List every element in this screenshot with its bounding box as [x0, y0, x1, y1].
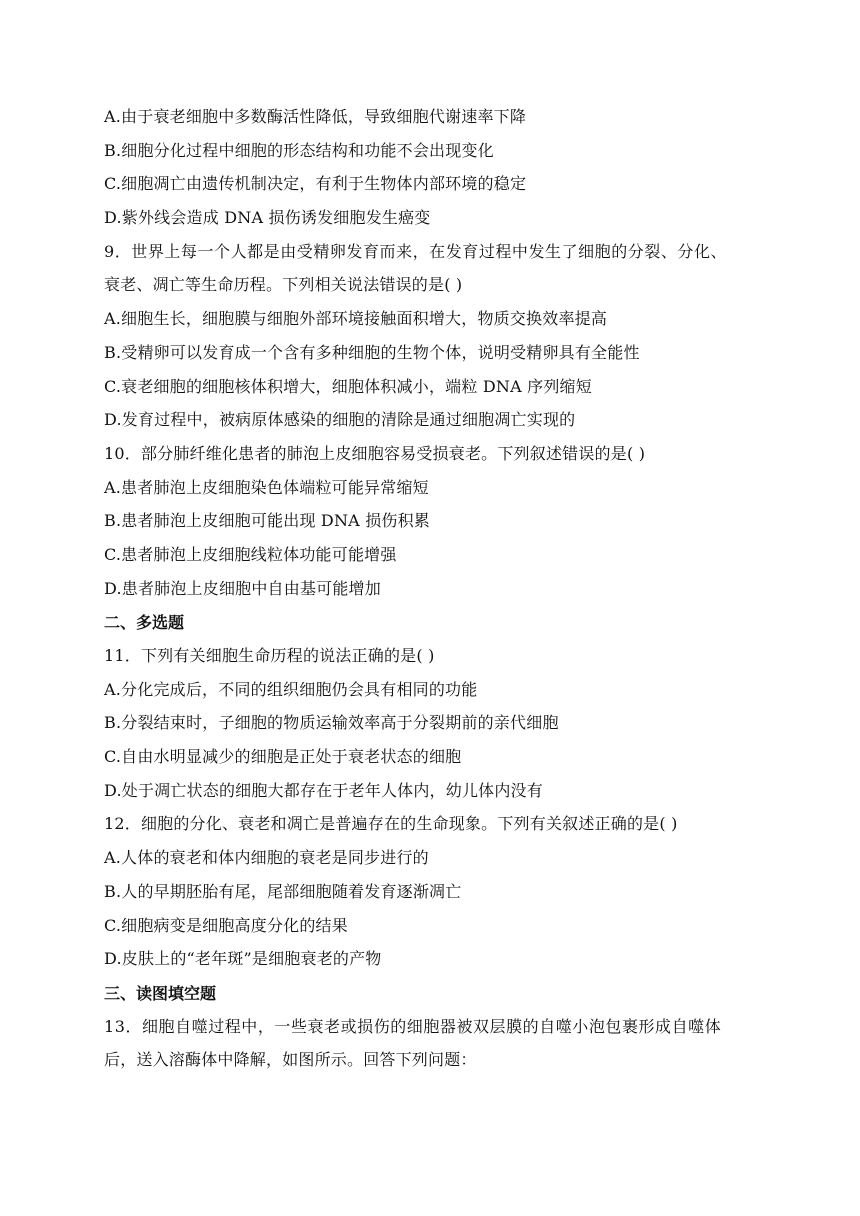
q12-option-b: B.人的早期胚胎有尾，尾部细胞随着发育逐渐凋亡 [104, 881, 462, 901]
q12-stem: 12．细胞的分化、衰老和凋亡是普遍存在的生命现象。下列有关叙述正确的是( ) [104, 814, 678, 834]
q9-option-c: C.衰老细胞的细胞核体积增大，细胞体积减小，端粒 DNA 序列缩短 [104, 376, 592, 396]
q10-option-a: A.患者肺泡上皮细胞染色体端粒可能异常缩短 [104, 477, 429, 497]
q11-option-b: B.分裂结束时，子细胞的物质运输效率高于分裂期前的亲代细胞 [104, 713, 559, 733]
q10-option-b: B.患者肺泡上皮细胞可能出现 DNA 损伤积累 [104, 511, 430, 531]
q8-option-b: B.细胞分化过程中细胞的形态结构和功能不会出现变化 [104, 140, 494, 160]
q10-option-c: C.患者肺泡上皮细胞线粒体功能可能增强 [104, 544, 397, 564]
q9-stem-line2: 衰老、凋亡等生命历程。下列相关说法错误的是( ) [104, 275, 463, 295]
q12-option-c: C.细胞病变是细胞高度分化的结果 [104, 915, 348, 935]
q10-stem: 10．部分肺纤维化患者的肺泡上皮细胞容易受损衰老。下列叙述错误的是( ) [104, 443, 646, 463]
q9-option-d: D.发育过程中，被病原体感染的细胞的清除是通过细胞凋亡实现的 [104, 410, 576, 430]
section-heading-multiple-choice: 二、多选题 [104, 613, 185, 633]
q12-option-a: A.人体的衰老和体内细胞的衰老是同步进行的 [104, 848, 429, 868]
section-heading-fill-in-figure: 三、读图填空题 [104, 983, 217, 1003]
q8-option-d: D.紫外线会造成 DNA 损伤诱发细胞发生癌变 [104, 208, 431, 228]
q11-stem: 11．下列有关细胞生命历程的说法正确的是( ) [104, 646, 435, 665]
document-page [104, 100, 764, 1077]
q9-stem-line1: 9．世界上每一个人都是由受精卵发育而来，在发育过程中发生了细胞的分裂、分化、 [104, 241, 728, 261]
q11-option-d: D.处于凋亡状态的细胞大都存在于老年人体内，幼儿体内没有 [104, 780, 543, 800]
q13-stem-line2: 后，送入溶酶体中降解，如图所示。回答下列问题： [104, 1050, 477, 1070]
q8-option-c: C.细胞凋亡由遗传机制决定，有利于生物体内部环境的稳定 [104, 174, 527, 194]
q9-option-a: A.细胞生长，细胞膜与细胞外部环境接触面积增大，物质交换效率提高 [104, 309, 608, 329]
q9-option-b: B.受精卵可以发育成一个含有多种细胞的生物个体，说明受精卵具有全能性 [104, 342, 640, 362]
q10-option-d: D.患者肺泡上皮细胞中自由基可能增加 [104, 578, 381, 598]
q11-option-a: A.分化完成后，不同的组织细胞仍会具有相同的功能 [104, 679, 478, 699]
q8-option-a: A.由于衰老细胞中多数酶活性降低，导致细胞代谢速率下降 [104, 107, 527, 126]
q13-stem-line1: 13．细胞自噬过程中，一些衰老或损伤的细胞器被双层膜的自噬小泡包裹形成自噬体 [104, 1016, 722, 1036]
q11-option-c: C.自由水明显减少的细胞是正处于衰老状态的细胞 [104, 747, 462, 767]
q12-option-d: D.皮肤上的“老年斑”是细胞衰老的产物 [104, 949, 382, 969]
